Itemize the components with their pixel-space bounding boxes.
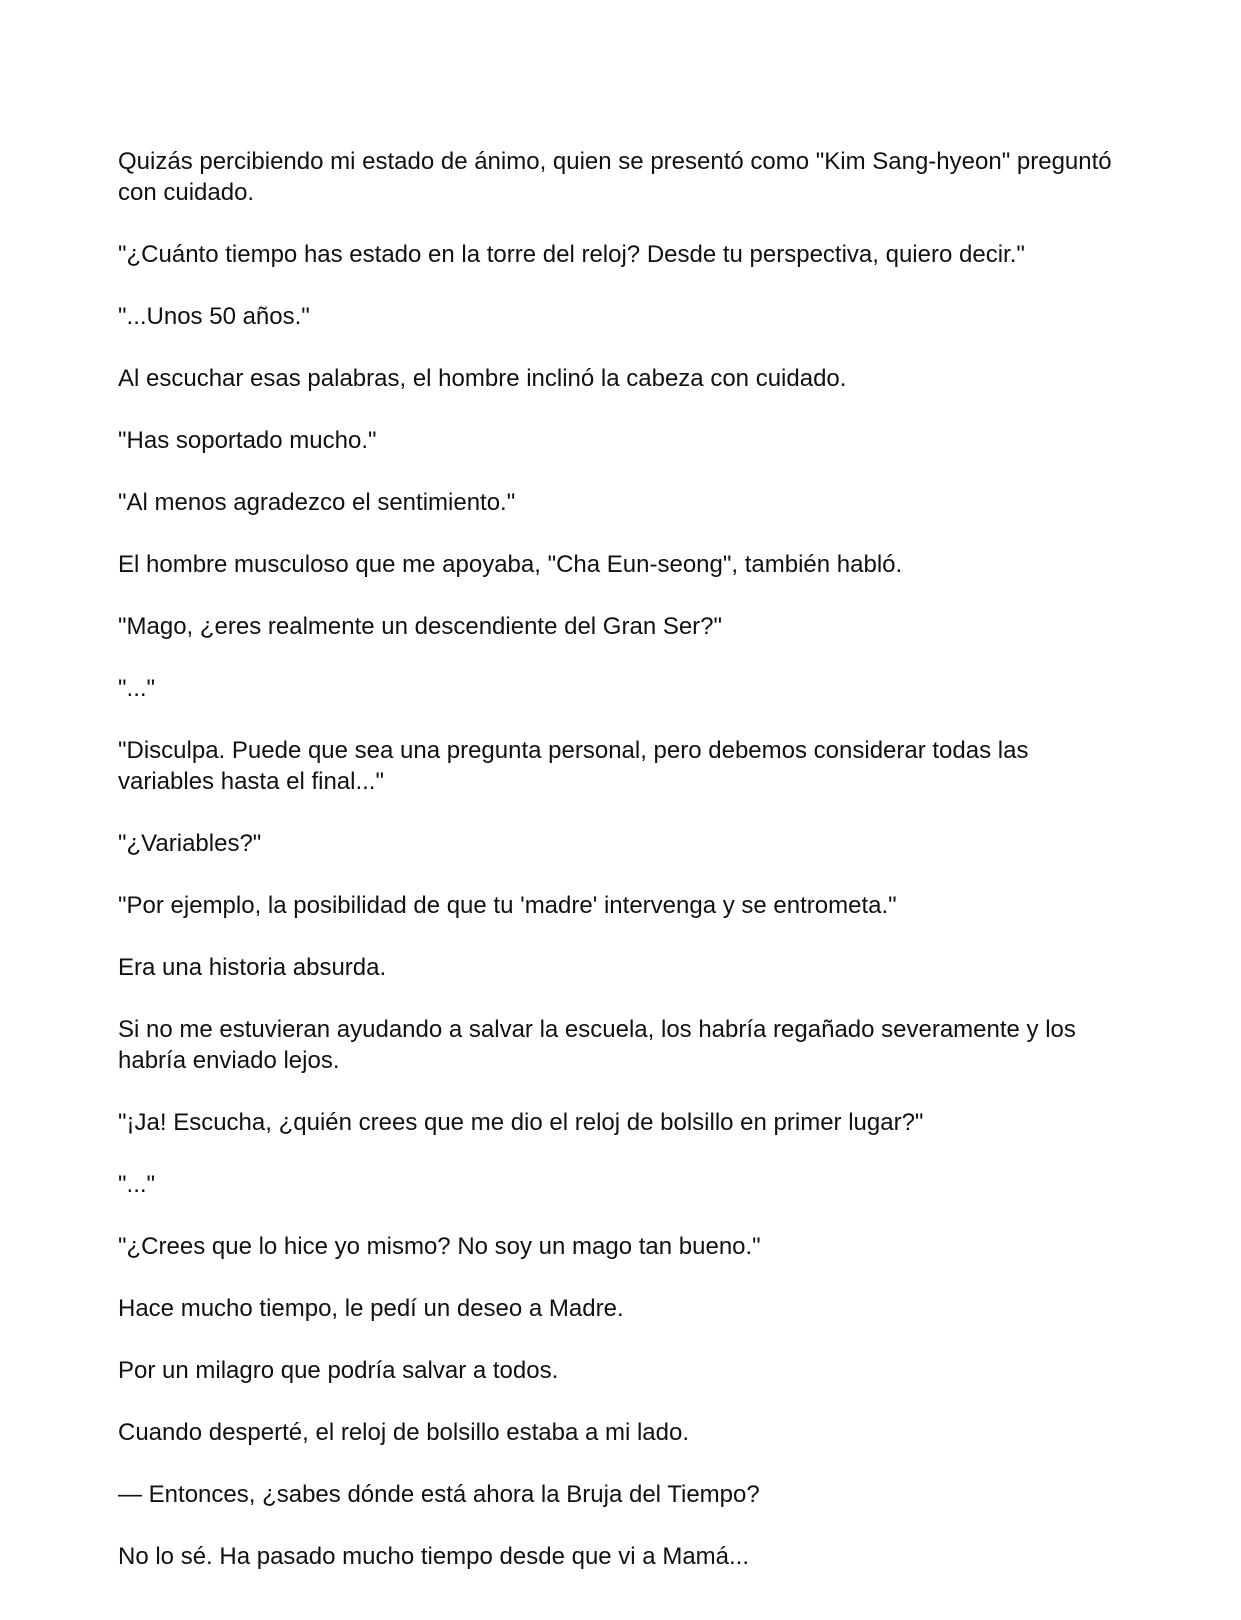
paragraph: "¿Variables?" — [118, 830, 262, 857]
paragraph: Quizás percibiendo mi estado de ánimo, quien se presentó como "Kim Sang-hyeon" preguntó con cuidado. — [118, 148, 1112, 206]
paragraph: "Mago, ¿eres realmente un descendiente del Gran Ser?" — [118, 613, 723, 640]
paragraph: "¿Crees que lo hice yo mismo? No soy un mago tan bueno." — [118, 1233, 761, 1260]
paragraph: No lo sé. Ha pasado mucho tiempo desde que vi a Mamá... — [118, 1543, 750, 1570]
paragraph: "..." — [118, 675, 156, 702]
paragraph: "Disculpa. Puede que sea una pregunta personal, pero debemos considerar todas las variables hasta el final..." — [118, 737, 1029, 795]
paragraph: Por un milagro que podría salvar a todos. — [118, 1357, 559, 1384]
paragraph: Hace mucho tiempo, le pedí un deseo a Madre. — [118, 1295, 624, 1322]
paragraph: — Entonces, ¿sabes dónde está ahora la Bruja del Tiempo? — [118, 1481, 760, 1508]
paragraph: "..." — [118, 1171, 156, 1198]
paragraph: "¿Cuánto tiempo has estado en la torre del reloj? Desde tu perspectiva, quiero decir." — [118, 241, 1025, 268]
paragraph: Cuando desperté, el reloj de bolsillo estaba a mi lado. — [118, 1419, 690, 1446]
paragraph: Si no me estuvieran ayudando a salvar la escuela, los habría regañado severamente y los habría enviado lejos. — [118, 1016, 1076, 1074]
paragraph: "Has soportado mucho." — [118, 427, 377, 454]
body-text — [118, 146, 1118, 1603]
paragraph: "Por ejemplo, la posibilidad de que tu 'madre' intervenga y se entrometa." — [118, 892, 897, 919]
paragraph: Era una historia absurda. — [118, 954, 387, 981]
paragraph: "¡Ja! Escucha, ¿quién crees que me dio el reloj de bolsillo en primer lugar?" — [118, 1109, 924, 1136]
paragraph: El hombre musculoso que me apoyaba, "Cha Eun-seong", también habló. — [118, 551, 903, 578]
paragraph: "...Unos 50 años." — [118, 303, 310, 330]
paragraph: "Al menos agradezco el sentimiento." — [118, 489, 516, 516]
paragraph: Al escuchar esas palabras, el hombre inclinó la cabeza con cuidado. — [118, 365, 847, 392]
